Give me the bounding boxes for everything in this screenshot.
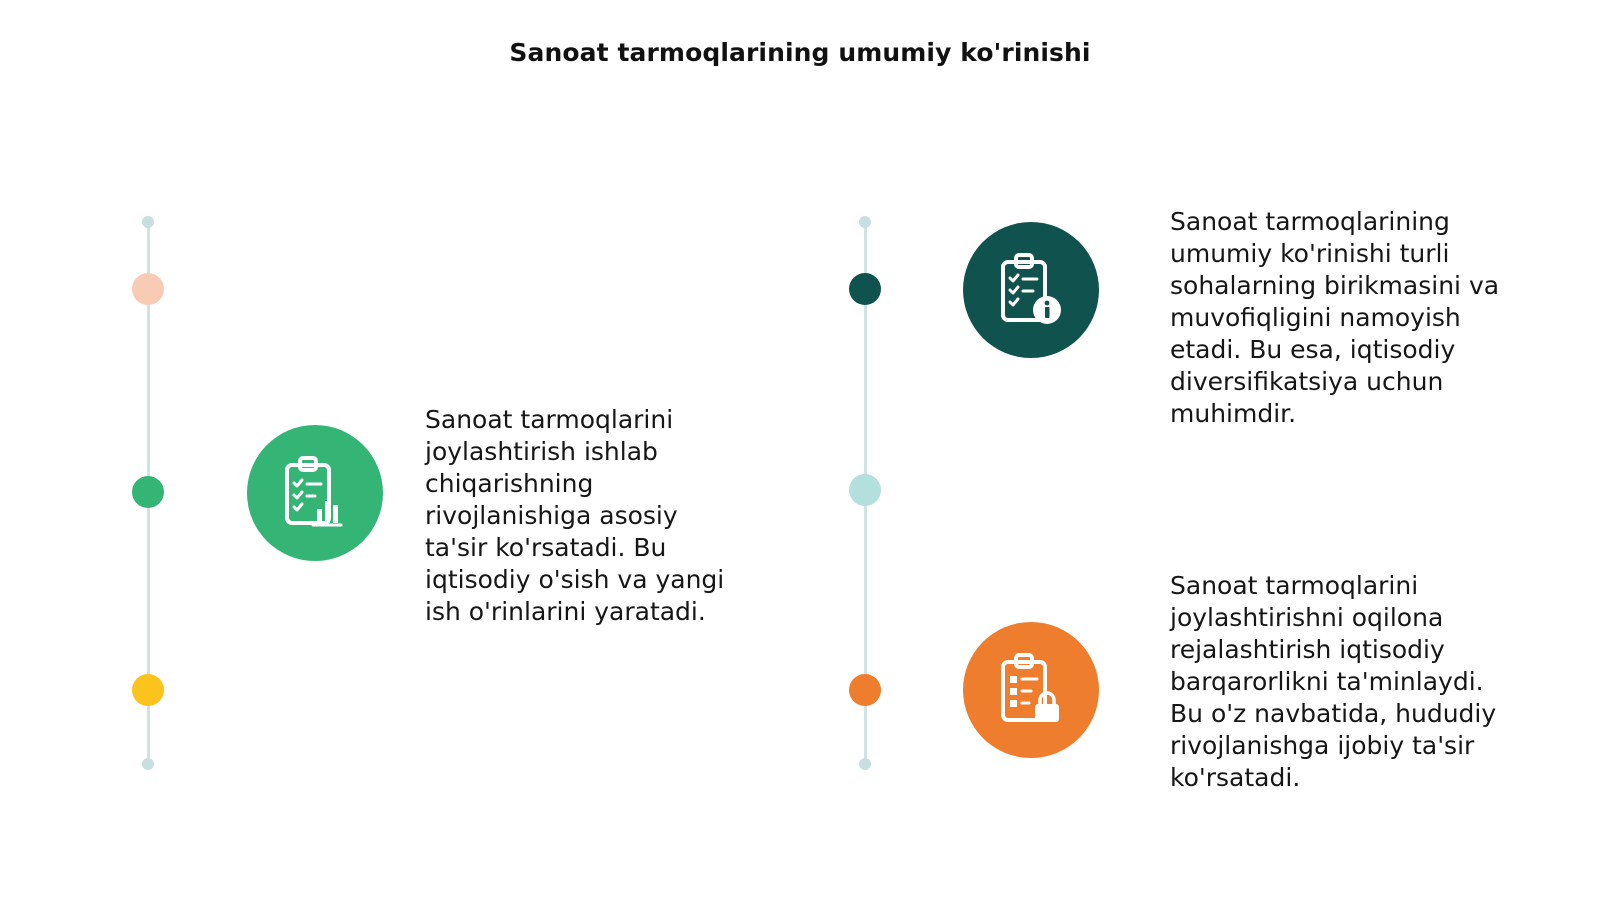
clipboard-lock-icon: [989, 648, 1073, 732]
right-timeline-node-orange: [849, 674, 881, 706]
item-description-3: Sanoat tarmoqlarini joylashtirishni oqilona rejalashtirish iqtisodiy barqarorlikni ta'minlaydi. Bu o'z navbatida, hududiy rivojlanishga ijobiy ta'sir ko'rsatadi.: [1170, 571, 1497, 792]
right-timeline-node-dark-teal: [849, 273, 881, 305]
clipboard-chart-icon: [273, 451, 357, 535]
clipboard-info-badge: [963, 222, 1099, 358]
right-timeline-bottom-endpoint: [859, 758, 871, 770]
clipboard-info-icon: [989, 248, 1073, 332]
clipboard-chart-badge: [247, 425, 383, 561]
left-timeline-bottom-endpoint: [142, 758, 154, 770]
left-timeline-node-green: [132, 476, 164, 508]
right-timeline-node-light-teal: [849, 474, 881, 506]
clipboard-lock-badge: [963, 622, 1099, 758]
item-description-1: Sanoat tarmoqlarini joylashtirish ishlab chiqarishning rivojlanishiga asosiy ta'sir ko'rsatadi. Bu iqtisodiy o'sish va yangi ish o'rinlarini yaratadi.: [425, 405, 725, 626]
left-timeline-top-endpoint: [142, 216, 154, 228]
item-description-2: Sanoat tarmoqlarining umumiy ko'rinishi turli sohalarning birikmasini va muvofiqligini namoyish etadi. Bu esa, iqtisodiy diversifikatsiya uchun muhimdir.: [1170, 207, 1500, 428]
right-timeline-top-endpoint: [859, 216, 871, 228]
left-timeline-node-peach: [132, 273, 164, 305]
left-timeline-node-yellow: [132, 674, 164, 706]
page-title: Sanoat tarmoqlarining umumiy ko'rinishi: [509, 38, 1091, 67]
